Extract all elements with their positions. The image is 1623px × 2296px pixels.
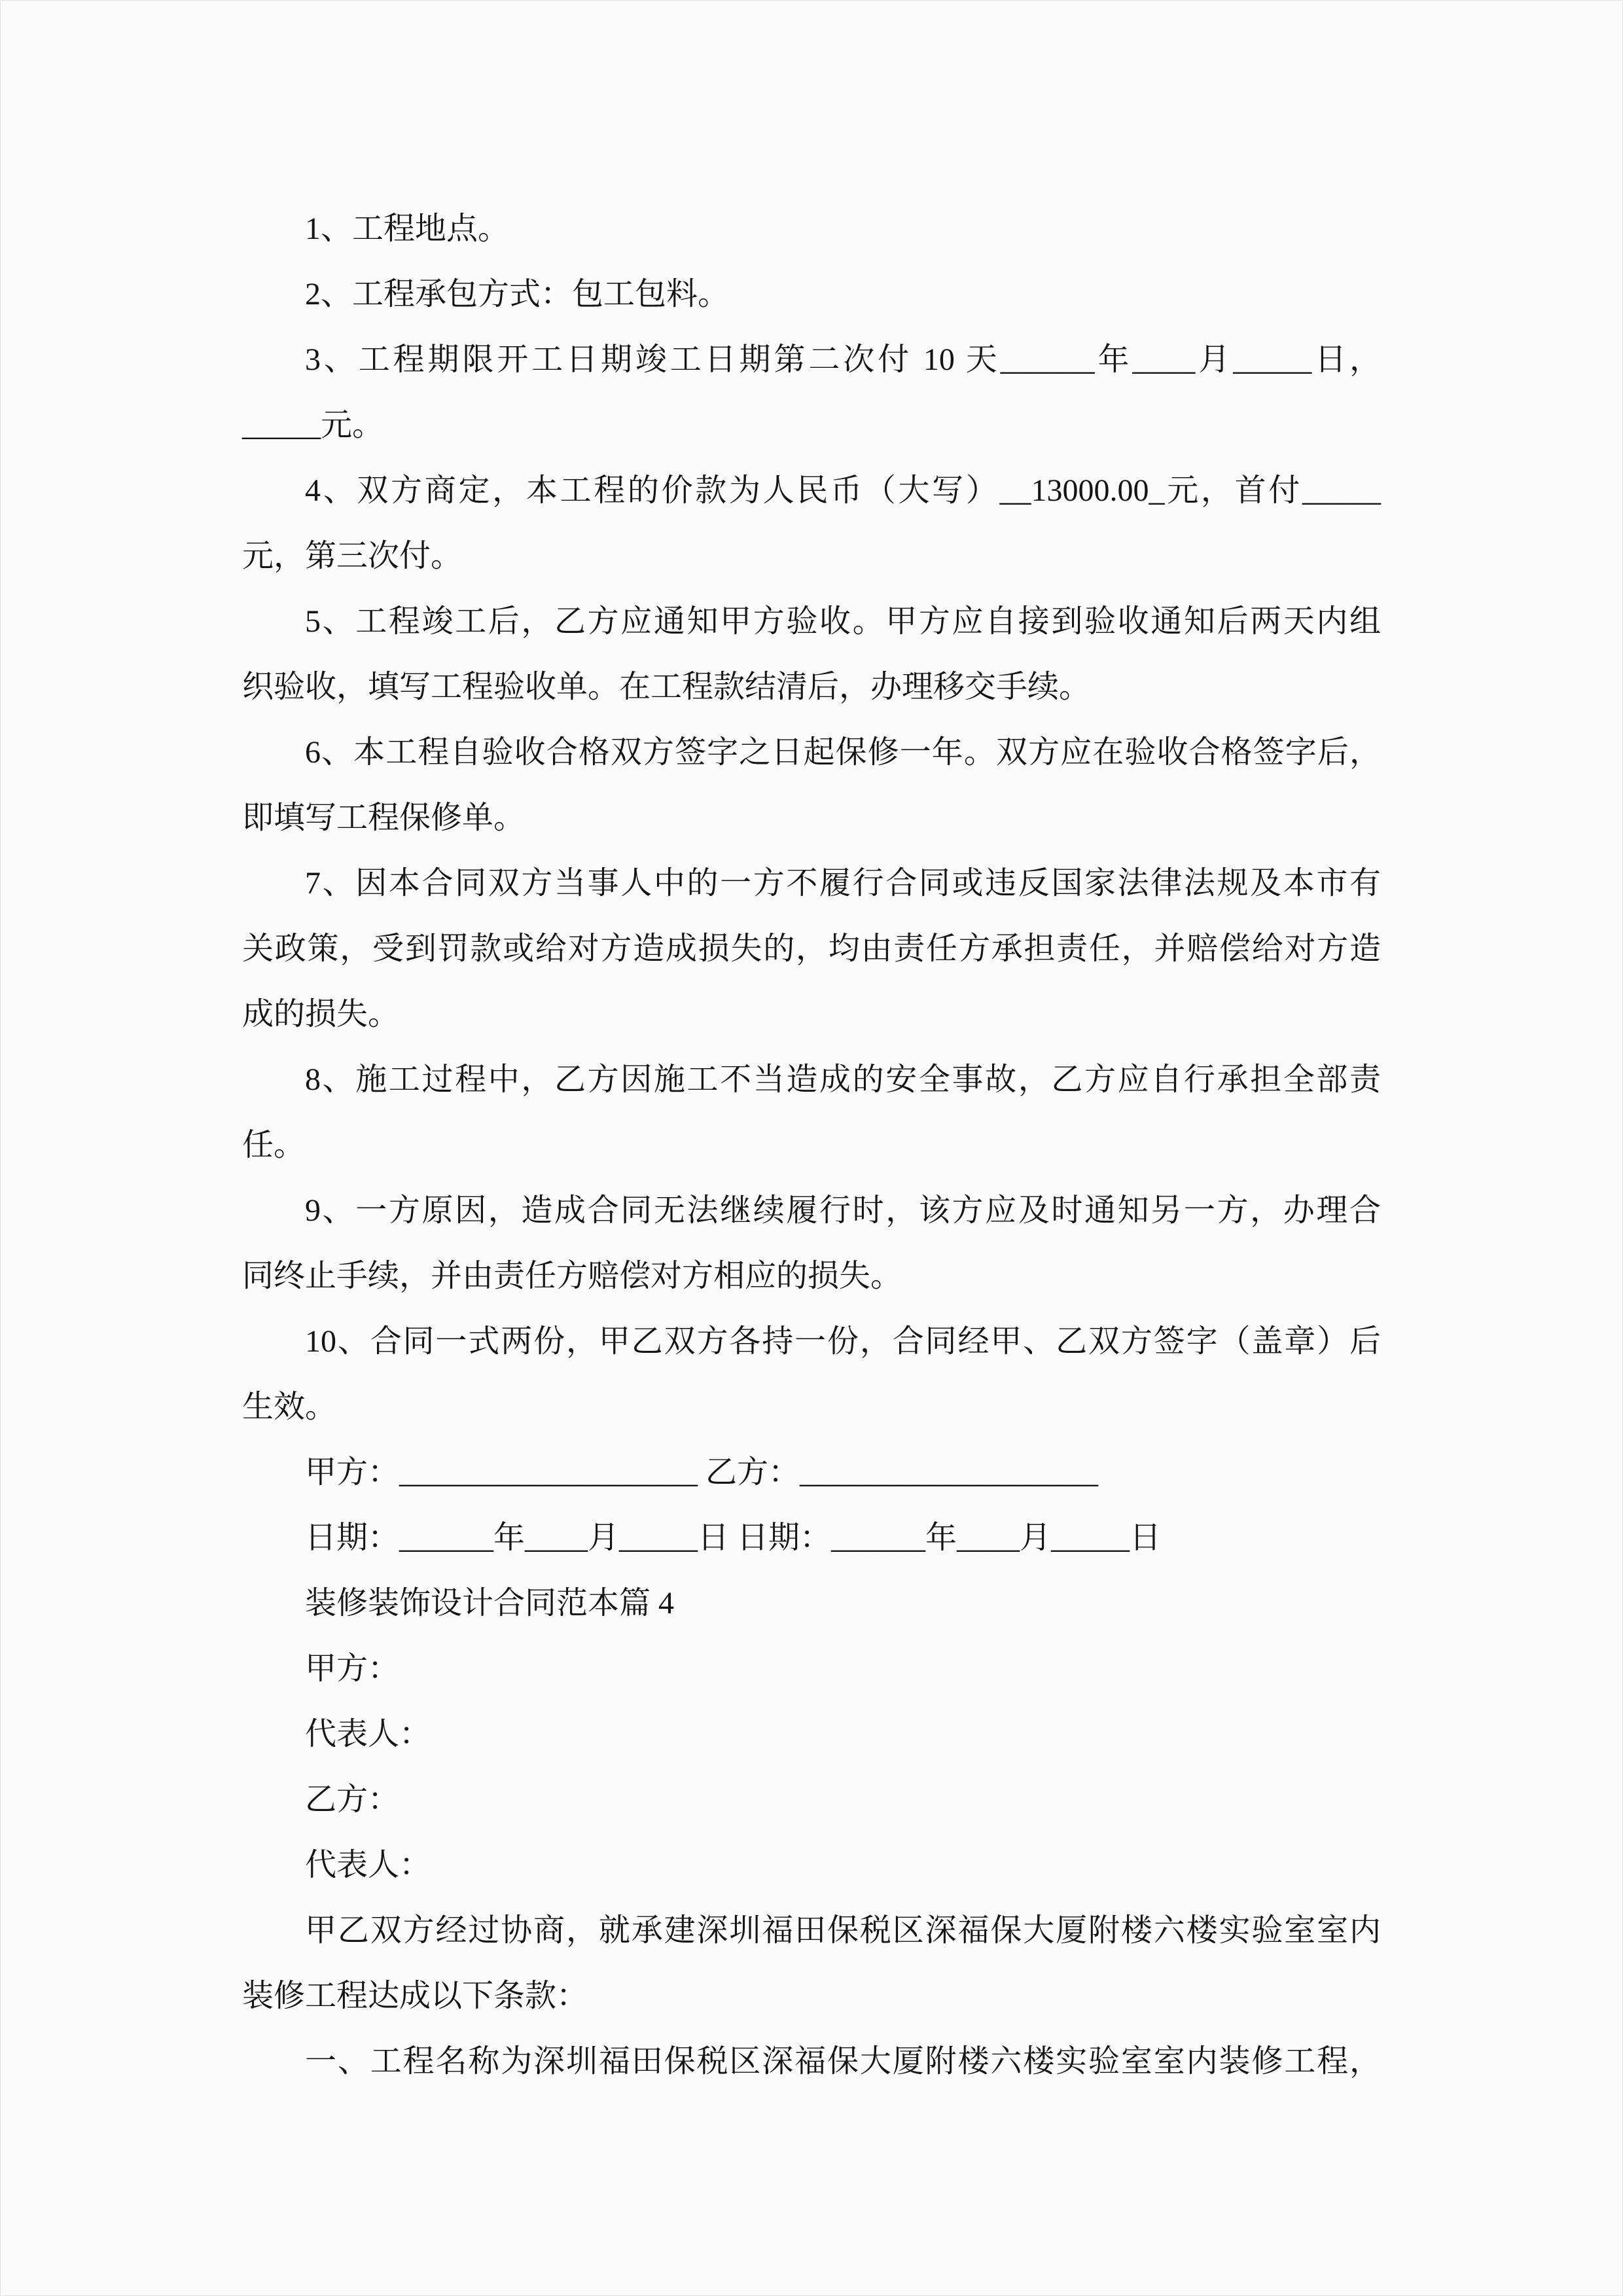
text-line: 2、工程承包方式：包工包料。 (305, 277, 730, 312)
text-line: 同终止手续，并由责任方赔偿对方相应的损失。 (242, 1259, 902, 1293)
text-line: 代表人： (305, 1717, 431, 1751)
text-line: 5、工程竣工后，乙方应通知甲方验收。甲方应自接到验收通知后两天内组 (305, 604, 1381, 639)
text-line: 代表人： (305, 1848, 431, 1882)
text-line: 一、工程名称为深圳福田保税区深福保大厦附楼六楼实验室室内装修工程， (305, 2044, 1381, 2079)
text-line: _____元。 (242, 408, 384, 442)
text-line: 6、本工程自验收合格双方签字之日起保修一年。双方应在验收合格签字后， (305, 735, 1381, 770)
text-line: 8、施工过程中，乙方因施工不当造成的安全事故，乙方应自行承担全部责 (305, 1062, 1381, 1097)
text-line: 9、一方原因，造成合同无法继续履行时，该方应及时通知另一方，办理合 (305, 1193, 1381, 1228)
text-line: 3、工程期限开工日期竣工日期第二次付 10 天______年____月_____日， (305, 342, 1381, 377)
text-line: 4、双方商定，本工程的价款为人民币（大写）__13000.00_元，首付_____ (305, 473, 1381, 508)
text-line: 甲方： (305, 1651, 400, 1686)
text-line: 甲方：___________________ 乙方：___________________ (305, 1455, 1099, 1490)
text-line: 7、因本合同双方当事人中的一方不履行合同或违反国家法律法规及本市有 (305, 866, 1381, 901)
text-line: 成的损失。 (242, 997, 400, 1031)
text-line: 乙方： (305, 1782, 400, 1817)
text-line: 关政策，受到罚款或给对方造成损失的，均由责任方承担责任，并赔偿给对方造 (242, 931, 1381, 966)
contract-text-block (242, 196, 1381, 2094)
text-line: 织验收，填写工程验收单。在工程款结清后，办理移交手续。 (242, 670, 1091, 704)
text-line: 日期：______年____月_____日 日期：______年____月_____日 (305, 1520, 1162, 1555)
text-line: 即填写工程保修单。 (242, 800, 526, 835)
text-line: 甲乙双方经过协商，就承建深圳福田保税区深福保大厦附楼六楼实验室室内 (305, 1913, 1381, 1948)
text-line: 装修装饰设计合同范本篇 4 (305, 1586, 675, 1621)
text-line: 装修工程达成以下条款： (242, 1979, 588, 2013)
text-line: 生效。 (242, 1390, 337, 1424)
text-line: 任。 (242, 1128, 306, 1162)
text-line: 元，第三次付。 (242, 539, 463, 573)
text-line: 1、工程地点。 (305, 211, 510, 246)
text-line: 10、合同一式两份，甲乙双方各持一份，合同经甲、乙双方签字（盖章）后 (305, 1324, 1381, 1359)
